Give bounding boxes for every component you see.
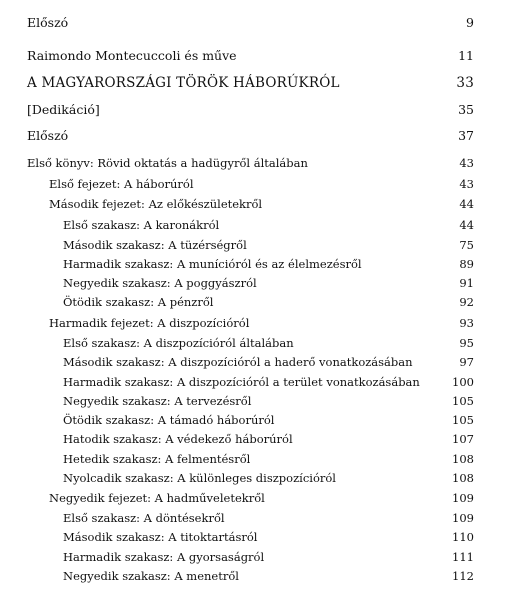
toc-entry-page: 75 [459,238,474,252]
toc-entry-page: 109 [452,491,474,505]
toc-entry-title: Harmadik szakasz: A munícióról és az élelmezésről [63,257,362,271]
toc-entry-title: Második szakasz: A diszpozícióról a haderő vonatkozásában [63,355,413,369]
toc-entry-title: Második fejezet: Az előkészületekről [49,197,263,211]
toc-entry-title: Első szakasz: A döntésekről [63,511,225,525]
toc-entry-title: Első könyv: Rövid oktatás a hadügyről általában [27,156,308,170]
toc-entry-title: Előszó [27,128,69,143]
toc-entry-title: Negyedik fejezet: A hadműveletekről [49,491,265,505]
toc-entry-page: 110 [452,530,474,544]
toc-entry-page: 97 [459,355,474,369]
toc-entry-page: 109 [452,511,474,525]
toc-entry-page: 44 [459,218,474,232]
toc-entry-page: 107 [452,432,474,446]
toc-entry-title: Negyedik szakasz: A tervezésről [63,394,252,408]
toc-entry-page: 44 [459,197,474,211]
toc-entry-title: Második szakasz: A titoktartásról [63,530,258,544]
toc-entry-page: 11 [458,48,474,63]
toc-entry-page: 92 [459,295,474,309]
toc-entry-page: 35 [458,102,474,117]
toc-entry-title: Harmadik szakasz: A diszpozícióról a terület vonatkozásában [63,375,420,389]
toc-entry-page: 43 [459,177,474,191]
toc-entry-title: Első szakasz: A diszpozícióról általában [63,336,294,350]
toc-entry-title: A MAGYARORSZÁGI TÖRÖK HÁBORÚKRÓL [27,75,340,91]
toc-entry-title: Hetedik szakasz: A felmentésről [63,452,251,466]
toc-entry-title: Előszó [27,15,69,30]
toc-entry-title: Negyedik szakasz: A poggyászról [63,276,257,290]
toc-entry-page: 105 [452,413,474,427]
toc-entry-page: 111 [452,550,474,564]
toc-entry-title: [Dedikáció] [27,102,100,117]
toc-entry-page: 108 [452,452,474,466]
toc-entry-title: Harmadik szakasz: A gyorsaságról [63,550,265,564]
toc-entry-page: 9 [466,15,474,30]
toc-entry-page: 91 [459,276,474,290]
toc-entry-title: Ötödik szakasz: A támadó háborúról [63,413,275,427]
toc-entry-page: 95 [459,336,474,350]
toc-entry-page: 43 [459,156,474,170]
toc-entry-page: 112 [452,569,474,583]
toc-entry-title: Első szakasz: A karonákról [63,218,220,232]
toc-entry-title: Ötödik szakasz: A pénzről [63,295,214,309]
toc-entry-page: 100 [452,375,474,389]
toc-entry-page: 93 [459,316,474,330]
toc-entry-page: 89 [459,257,474,271]
toc-entry-page: 37 [458,128,474,143]
toc-entry-title: Harmadik fejezet: A diszpozícióról [49,316,250,330]
toc-entry-title: Első fejezet: A háborúról [49,177,194,191]
toc-entry-page: 108 [452,471,474,485]
toc-entry-title: Második szakasz: A tüzérségről [63,238,247,252]
toc-entry-title: Nyolcadik szakasz: A különleges diszpozícióról [63,471,336,485]
toc-entry-title: Raimondo Montecuccoli és műve [27,48,237,63]
toc-entry-page: 105 [452,394,474,408]
toc-entry-title: Hatodik szakasz: A védekező háborúról [63,432,293,446]
toc-entry-page: 33 [456,75,474,91]
toc-entry-title: Negyedik szakasz: A menetről [63,569,239,583]
